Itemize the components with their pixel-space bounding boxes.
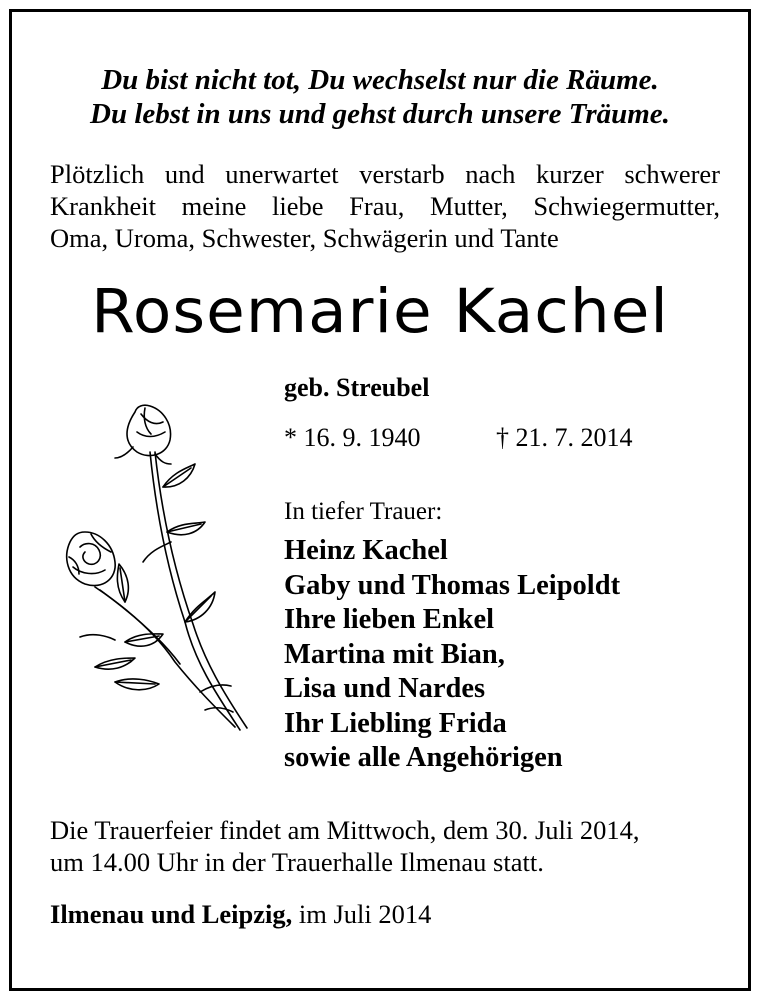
service-line-2: um 14.00 Uhr in der Trauerhalle Ilmenau statt.: [50, 847, 544, 877]
birth-name: geb. Streubel: [284, 373, 430, 402]
motto-line-1: Du bist nicht tot, Du wechselst nur die Räume.: [101, 64, 659, 96]
closing-line: [50, 898, 431, 930]
closing-date: im Juli 2014: [292, 899, 432, 929]
mourners-list: [284, 534, 620, 776]
deceased-name: Rosemarie Kachel: [91, 276, 669, 347]
mourner-6: Ihr Liebling Frida: [284, 707, 507, 739]
intro-paragraph: [50, 158, 720, 254]
intro-line-3: Oma, Uroma, Schwester, Schwägerin und Tante: [50, 223, 559, 253]
birth-date: * 16. 9. 1940: [284, 423, 421, 452]
mourning-label: In tiefer Trauer:: [284, 498, 443, 525]
intro-line-1: Plötzlich und unerwartet verstarb nach kurzer schwerer: [50, 159, 720, 189]
motto-line-2: Du lebst in uns und gehst durch unsere Träume.: [90, 98, 670, 130]
mourner-1: Heinz Kachel: [284, 535, 448, 566]
mourner-2: Gaby und Thomas Leipoldt: [284, 569, 621, 601]
mourner-7: sowie alle Angehörigen: [284, 742, 563, 773]
intro-line-2: Krankheit meine liebe Frau, Mutter, Schwiegermutter,: [50, 191, 720, 221]
mourner-3: Ihre lieben Enkel: [284, 604, 495, 635]
closing-places: Ilmenau und Leipzig,: [50, 899, 293, 929]
mourner-4: Martina mit Bian,: [284, 638, 505, 670]
rose-illustration-icon: [55, 392, 255, 737]
death-date: † 21. 7. 2014: [496, 423, 633, 452]
mourner-5: Lisa und Nardes: [284, 673, 486, 704]
service-line-1: Die Trauerfeier findet am Mittwoch, dem 30. Juli 2014,: [50, 815, 640, 845]
